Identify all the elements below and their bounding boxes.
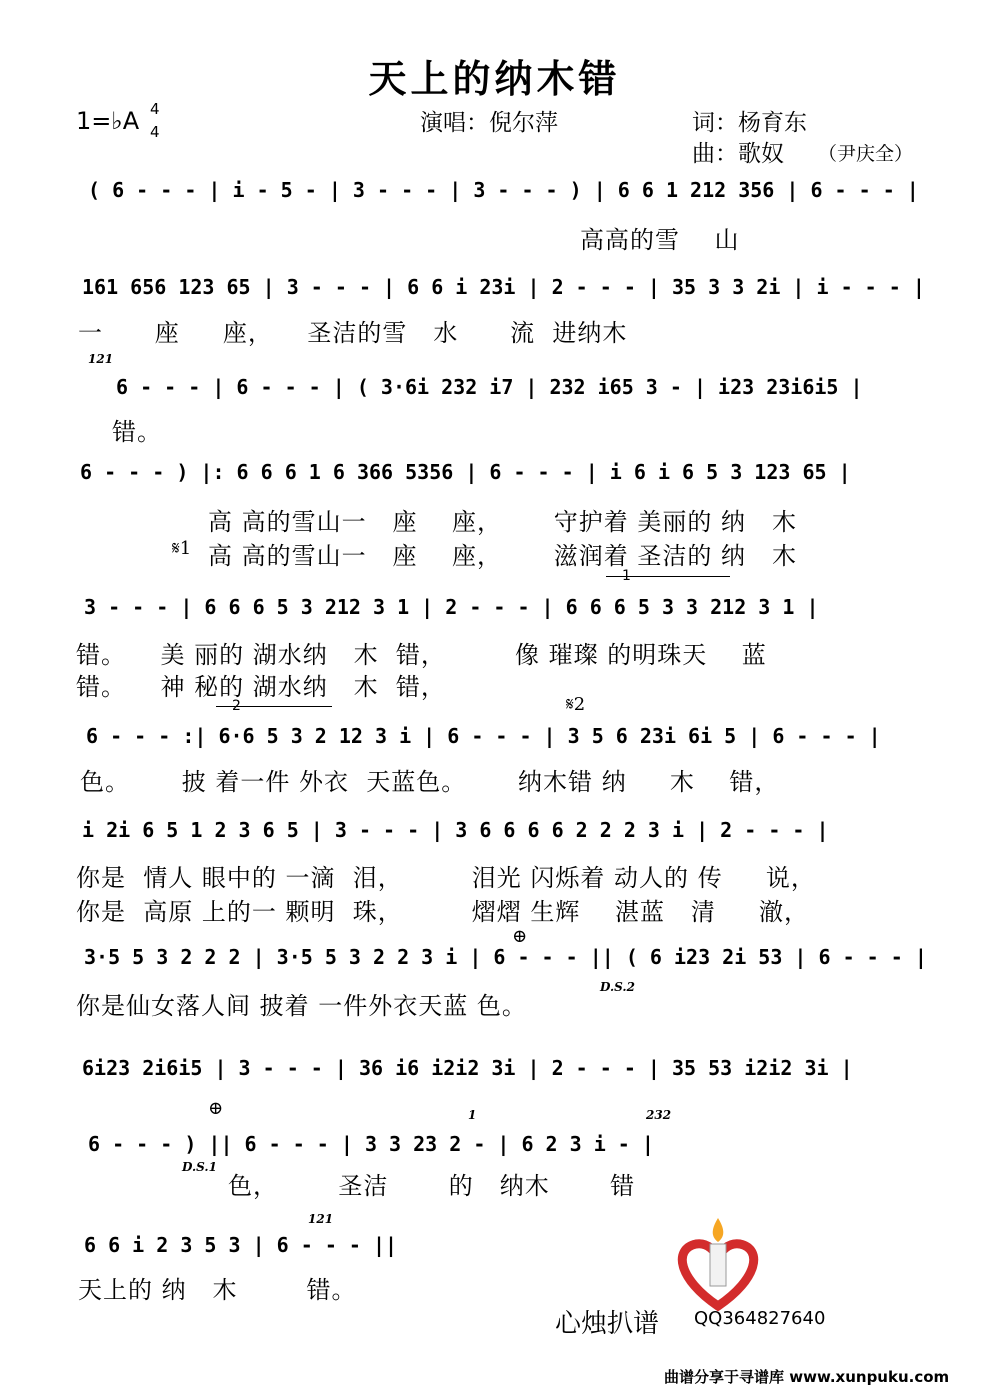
notation-row-3: 6 - - - | 6 - - - | ( 3·6i 232 i7 | 232 i65 3 - | i23 23i6i5 | xyxy=(116,375,863,399)
time-signature-top: 4 xyxy=(150,100,160,118)
lyric-row-2: 一 座 座， 圣洁的雪 水 流 进纳木 xyxy=(78,319,628,347)
key-signature: 1=♭A xyxy=(76,107,140,135)
lyric-row-8: 你是仙女落人间 披着 一件外衣天蓝 色。 xyxy=(76,992,527,1020)
ds2-mark: D.S.2 xyxy=(600,980,635,994)
volta-2-bracket xyxy=(216,706,332,707)
lyric-row-10: 色， 圣洁 的 纳木 错 xyxy=(228,1172,636,1200)
notation-row-9: 6i23 2i6i5 | 3 - - - | 36 i6 i2i2 3i | 2 - - - | 35 53 i2i2 3i | xyxy=(82,1056,853,1080)
grace-note-2: 1 xyxy=(468,1108,477,1122)
page-title: 天上的纳木错 xyxy=(368,56,621,101)
notation-row-8: 3·5 5 3 2 2 2 | 3·5 5 3 2 2 3 i | 6 - - - || ( 6 i23 2i 53 | 6 - - - | xyxy=(84,945,927,969)
notation-row-11: 6 6 i 2 3 5 3 | 6 - - - || xyxy=(84,1233,398,1257)
notation-row-6: 6 - - - :| 6·6 5 3 2 12 3 i | 6 - - - | 3 5 6 23i 6i 5 | 6 - - - | xyxy=(86,724,881,748)
lyric-row-7a: 你是 情人 眼中的 一滴 泪， 泪光 闪烁着 动人的 传 说， xyxy=(76,864,816,892)
lyric-row-7b: 你是 高原 上的一 颗明 珠， 熠熠 生辉 湛蓝 清 澈， xyxy=(76,898,809,926)
lyric-row-4a: 高 高的雪山一 座 座， 守护着 美丽的 纳 木 xyxy=(208,508,797,536)
lyric-row-3: 错。 xyxy=(112,418,162,446)
volta-1-bracket xyxy=(606,576,730,577)
segno-1: 𝄋1 xyxy=(172,538,192,559)
composer-credit: 曲：歌奴 xyxy=(692,141,784,167)
lyric-row-11: 天上的 纳 木 错。 xyxy=(78,1276,357,1304)
notation-row-10: 6 - - - ) || 6 - - - | 3 3 23 2 - | 6 2 3 i - | xyxy=(88,1132,654,1156)
lyric-row-6: 色。 披 着一件 外衣 天蓝色。 纳木错 纳 木 错， xyxy=(80,768,780,796)
time-signature-bottom: 4 xyxy=(150,123,160,141)
singer-credit: 演唱：倪尔萍 xyxy=(420,110,558,136)
coda-sign-2: ⊕ xyxy=(208,1098,224,1119)
volta-2: 2 xyxy=(232,698,241,714)
lyric-row-5b: 错。 神 秘的 湖水纳 木 错， xyxy=(76,673,446,701)
footer-credit: 曲谱分享于寻谱库 www.xunpuku.com xyxy=(664,1368,950,1386)
qq-contact: QQ364827640 xyxy=(694,1308,826,1329)
lyricist-credit: 词：杨育东 xyxy=(692,110,807,136)
ds1-mark: D.S.1 xyxy=(182,1160,217,1174)
candle-heart-logo xyxy=(668,1214,768,1314)
notation-row-4: 6 - - - ) |: 6 6 6 1 6 366 5356 | 6 - - - | i 6 i 6 5 3 123 65 | xyxy=(80,460,851,484)
grace-note-3: 232 xyxy=(646,1108,672,1122)
grace-note-4: 121 xyxy=(308,1212,334,1226)
notation-row-5: 3 - - - | 6 6 6 5 3 212 3 1 | 2 - - - | 6 6 6 5 3 3 212 3 1 | xyxy=(84,595,819,619)
coda-sign-1: ⊕ xyxy=(512,926,528,947)
volta-1: 1 xyxy=(622,568,631,584)
notation-row-1: ( 6 - - - | i - 5 - | 3 - - - | 3 - - - ) | 6 6 1 212 356 | 6 - - - | xyxy=(88,178,919,202)
segno-2: 𝄋2 xyxy=(566,694,586,715)
lyric-row-1: 高高的雪 山 xyxy=(580,226,740,254)
lyric-row-4b: 高 高的雪山一 座 座， 滋润着 圣洁的 纳 木 xyxy=(208,542,797,570)
notation-row-7: i 2i 6 5 1 2 3 6 5 | 3 - - - | 3 6 6 6 6 2 2 2 3 i | 2 - - - | xyxy=(82,818,829,842)
grace-note-1: 121 xyxy=(88,352,114,366)
composer-note: （尹庆全） xyxy=(818,143,914,165)
notation-row-2: 161 656 123 65 | 3 - - - | 6 6 i 23i | 2 - - - | 35 3 3 2i | i - - - | xyxy=(82,275,925,299)
lyric-row-5a: 错。 美 丽的 湖水纳 木 错， 像 璀璨 的明珠天 蓝 xyxy=(76,641,767,669)
watermark-text: 心烛扒谱 xyxy=(555,1309,660,1339)
